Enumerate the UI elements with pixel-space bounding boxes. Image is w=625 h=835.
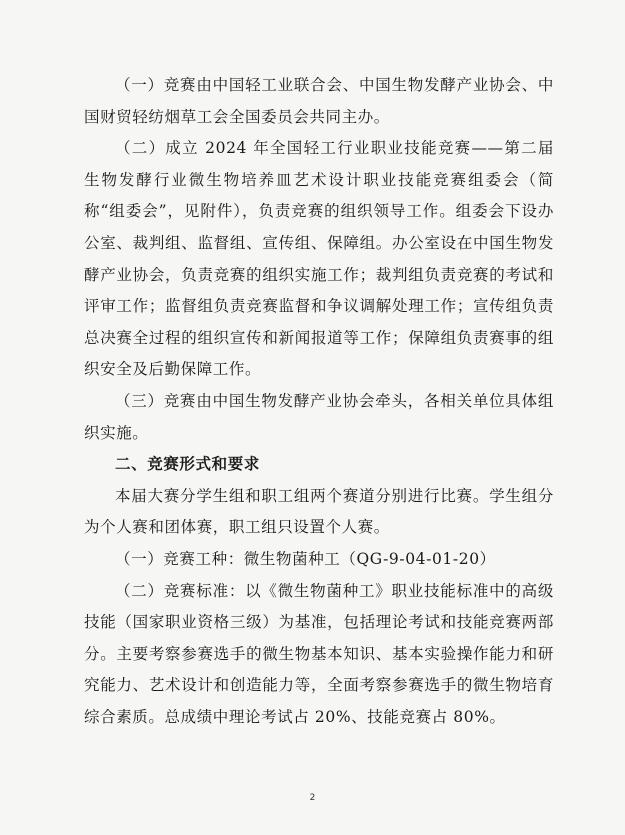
paragraph-standard: （二）竞赛标准：以《微生物菌种工》职业技能标准中的高级技能（国家职业资格三级）为基准，包括理论考试和技能竞赛两部分。主要考察参赛选手的微生物基本知识、基本实验操作能力和研究能力、艺术设计和创造能力等，全面考察参赛选手的微生物培育综合素质。总成绩中理论考试占 20%、技能竞赛占 80%。	[84, 581, 554, 726]
paragraph-implementation: （三）竞赛由中国生物发酵产业协会牵头，各相关单位具体组织实施。	[84, 391, 554, 442]
page-number: 2	[309, 793, 316, 803]
paragraph-tracks: 本届大赛分学生组和职工组两个赛道分别进行比赛。学生组分为个人赛和团体赛，职工组只设置个人赛。	[84, 486, 554, 537]
paragraph-organizers: （一）竞赛由中国轻工业联合会、中国生物发酵产业协会、中国财贸轻纺烟草工会全国委员会共同主办。	[84, 76, 554, 126]
paragraph-job-type: （一）竞赛工种：微生物菌种工（QG-9-04-01-20）	[115, 549, 496, 568]
document-body	[84, 70, 554, 733]
paragraph-committee: （二）成立 2024 年全国轻工行业职业技能竞赛——第二届生物发酵行业微生物培养皿艺术设计职业技能竞赛组委会（简称“组委会”，见附件），负责竞赛的组织领导工作。组委会下设办公室、裁判组、监督组、宣传组、保障组。办公室设在中国生物发酵产业协会，负责竞赛的组织实施工作；裁判组负责竞赛的考试和评审工作；监督组负责竞赛监督和争议调解处理工作；宣传组负责总决赛全过程的组织宣传和新闻报道等工作；保障组负责赛事的组织安全及后勤保障工作。	[84, 139, 554, 379]
section-heading-format: 二、竞赛形式和要求	[115, 455, 260, 474]
